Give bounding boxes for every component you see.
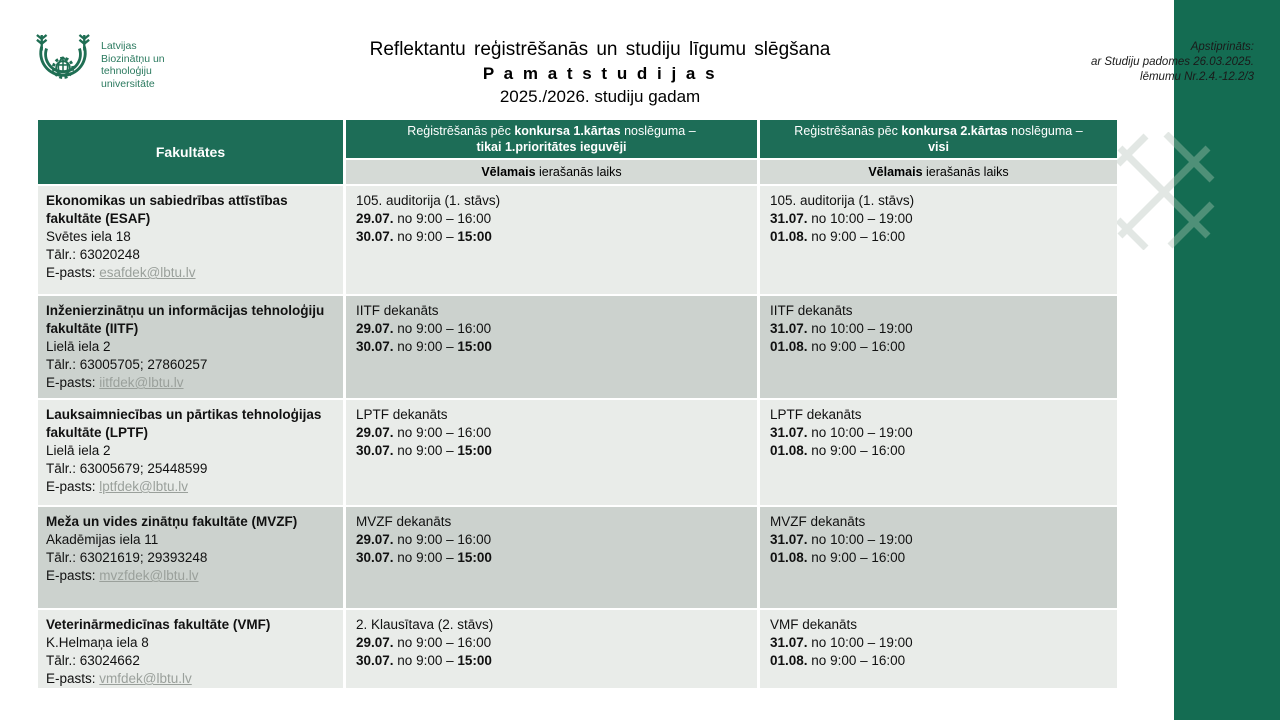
location: MVZF dekanāts — [770, 514, 866, 529]
round1-cell-vmf — [346, 610, 757, 688]
faculty-address: Lielā iela 2 — [46, 443, 111, 458]
round2-cell-esaf — [760, 186, 1117, 294]
faculty-address: Akadēmijas iela 11 — [46, 532, 159, 547]
schedule-line: 29.07. no 9:00 – 16:00 — [356, 211, 492, 226]
email-label: E-pasts: — [46, 375, 100, 390]
header-round1-line1: Reģistrēšanās pēc konkursa 1.kārtas noslēguma – — [407, 124, 696, 138]
subheader-round2 — [760, 160, 1117, 184]
university-name-line: tehnoloģiju — [101, 65, 152, 77]
email-link[interactable]: esafdek@lbtu.lv — [99, 265, 196, 280]
schedule-line: 30.07. no 9:00 – 15:00 — [356, 229, 492, 244]
faculty-email-line — [46, 478, 335, 496]
schedule-line: 29.07. no 9:00 – 16:00 — [356, 532, 492, 547]
faculty-name: Ekonomikas un sabiedrības attīstības fakultāte (ESAF) — [46, 193, 288, 226]
approval-line-3: lēmumu Nr.2.4.-12.2/3 — [1140, 71, 1254, 83]
header-round1 — [346, 120, 757, 158]
schedule-line: 01.08. no 9:00 – 16:00 — [770, 550, 906, 565]
location: 105. auditorija (1. stāvs) — [770, 193, 915, 208]
faculty-phone: Tālr.: 63024662 — [46, 653, 140, 668]
location: IITF dekanāts — [770, 303, 853, 318]
faculty-email-line — [46, 670, 335, 688]
round2-cell-iitf — [760, 296, 1117, 398]
location: IITF dekanāts — [356, 303, 439, 318]
email-label: E-pasts: — [46, 265, 100, 280]
schedule-line: 30.07. no 9:00 – 15:00 — [356, 339, 492, 354]
round1-cell-iitf — [346, 296, 757, 398]
header-round2-line1: Reģistrēšanās pēc konkursa 2.kārtas noslēguma – — [794, 124, 1083, 138]
round1-cell-mvzf — [346, 507, 757, 608]
faculty-cell-mvzf — [38, 507, 343, 608]
faculty-name: Veterinārmedicīnas fakultāte (VMF) — [46, 617, 271, 632]
schedule-line: 01.08. no 9:00 – 16:00 — [770, 339, 906, 354]
round2-cell-lptf — [760, 400, 1117, 505]
title-line-1: Reflektantu reģistrēšanās un studiju līgumu slēgšana — [369, 39, 831, 60]
faculty-cell-iitf — [38, 296, 343, 398]
page-title — [170, 38, 1030, 108]
registration-table — [38, 120, 1117, 688]
university-name — [101, 40, 165, 90]
green-side-band — [1174, 0, 1280, 720]
faculty-address: K.Helmaņa iela 8 — [46, 635, 149, 650]
title-line-3: 2025./2026. studiju gadam — [499, 87, 701, 106]
university-name-line: Biozinātņu un — [101, 52, 165, 65]
header-round2 — [760, 120, 1117, 158]
subheader-text: Vēlamais ierašanās laiks — [481, 165, 622, 179]
schedule-line: 29.07. no 9:00 – 16:00 — [356, 321, 492, 336]
location: 105. auditorija (1. stāvs) — [356, 193, 501, 208]
faculty-phone: Tālr.: 63020248 — [46, 247, 140, 262]
schedule-line: 29.07. no 9:00 – 16:00 — [356, 635, 492, 650]
university-name-line: universitāte — [101, 77, 155, 90]
faculty-cell-vmf — [38, 610, 343, 688]
faculty-cell-lptf — [38, 400, 343, 505]
header-round1-line2: tikai 1.prioritātes ieguvēji — [476, 140, 627, 154]
schedule-line: 30.07. no 9:00 – 15:00 — [356, 653, 492, 668]
schedule-line: 29.07. no 9:00 – 16:00 — [356, 425, 492, 440]
university-name-line: Latvijas — [101, 40, 137, 52]
faculty-email-line — [46, 264, 335, 282]
approval-note — [994, 40, 1254, 85]
faculty-address: Lielā iela 2 — [46, 339, 111, 354]
email-label: E-pasts: — [46, 479, 100, 494]
subheader-text: Vēlamais ierašanās laiks — [868, 165, 1009, 179]
email-label: E-pasts: — [46, 671, 100, 686]
location: MVZF dekanāts — [356, 514, 452, 529]
latvian-ornament-icon — [1112, 132, 1216, 250]
schedule-line: 31.07. no 10:00 – 19:00 — [770, 321, 913, 336]
subheader-round1 — [346, 160, 757, 184]
faculty-address: Svētes iela 18 — [46, 229, 131, 244]
location: 2. Klausītava (2. stāvs) — [356, 617, 494, 632]
header-faculties: Fakultātes — [38, 120, 343, 184]
email-link[interactable]: iitfdek@lbtu.lv — [99, 375, 184, 390]
header-round2-line2: visi — [928, 140, 949, 154]
round1-cell-esaf — [346, 186, 757, 294]
schedule-line: 31.07. no 10:00 – 19:00 — [770, 425, 913, 440]
schedule-line: 01.08. no 9:00 – 16:00 — [770, 443, 906, 458]
round2-cell-mvzf — [760, 507, 1117, 608]
schedule-line: 31.07. no 10:00 – 19:00 — [770, 635, 913, 650]
location: LPTF dekanāts — [770, 407, 862, 422]
location: LPTF dekanāts — [356, 407, 448, 422]
faculty-cell-esaf — [38, 186, 343, 294]
schedule-line: 01.08. no 9:00 – 16:00 — [770, 653, 906, 668]
email-link[interactable]: mvzfdek@lbtu.lv — [99, 568, 199, 583]
email-label: E-pasts: — [46, 568, 100, 583]
faculty-email-line — [46, 374, 335, 392]
schedule-line: 01.08. no 9:00 – 16:00 — [770, 229, 906, 244]
faculty-phone: Tālr.: 63005679; 25448599 — [46, 461, 208, 476]
round1-cell-lptf — [346, 400, 757, 505]
faculty-phone: Tālr.: 63005705; 27860257 — [46, 357, 208, 372]
schedule-line: 30.07. no 9:00 – 15:00 — [356, 443, 492, 458]
approval-line-1: Apstiprināts: — [1190, 41, 1254, 53]
schedule-line: 30.07. no 9:00 – 15:00 — [356, 550, 492, 565]
title-line-2: P a m a t s t u d i j a s — [482, 64, 718, 83]
location: VMF dekanāts — [770, 617, 858, 632]
faculty-name: Inženierzinātņu un informācijas tehnoloģiju fakultāte (IITF) — [46, 303, 325, 336]
faculty-name: Meža un vides zinātņu fakultāte (MVZF) — [46, 514, 298, 529]
round2-cell-vmf — [760, 610, 1117, 688]
email-link[interactable]: lptfdek@lbtu.lv — [99, 479, 189, 494]
faculty-email-line — [46, 567, 335, 585]
university-emblem-icon — [34, 33, 92, 95]
faculty-name: Lauksaimniecības un pārtikas tehnoloģijas fakultāte (LPTF) — [46, 407, 322, 440]
faculty-phone: Tālr.: 63021619; 29393248 — [46, 550, 208, 565]
schedule-line: 31.07. no 10:00 – 19:00 — [770, 532, 913, 547]
approval-line-2: ar Studiju padomes 26.03.2025. — [1090, 56, 1254, 68]
schedule-line: 31.07. no 10:00 – 19:00 — [770, 211, 913, 226]
email-link[interactable]: vmfdek@lbtu.lv — [99, 671, 192, 686]
university-logo — [34, 33, 165, 95]
